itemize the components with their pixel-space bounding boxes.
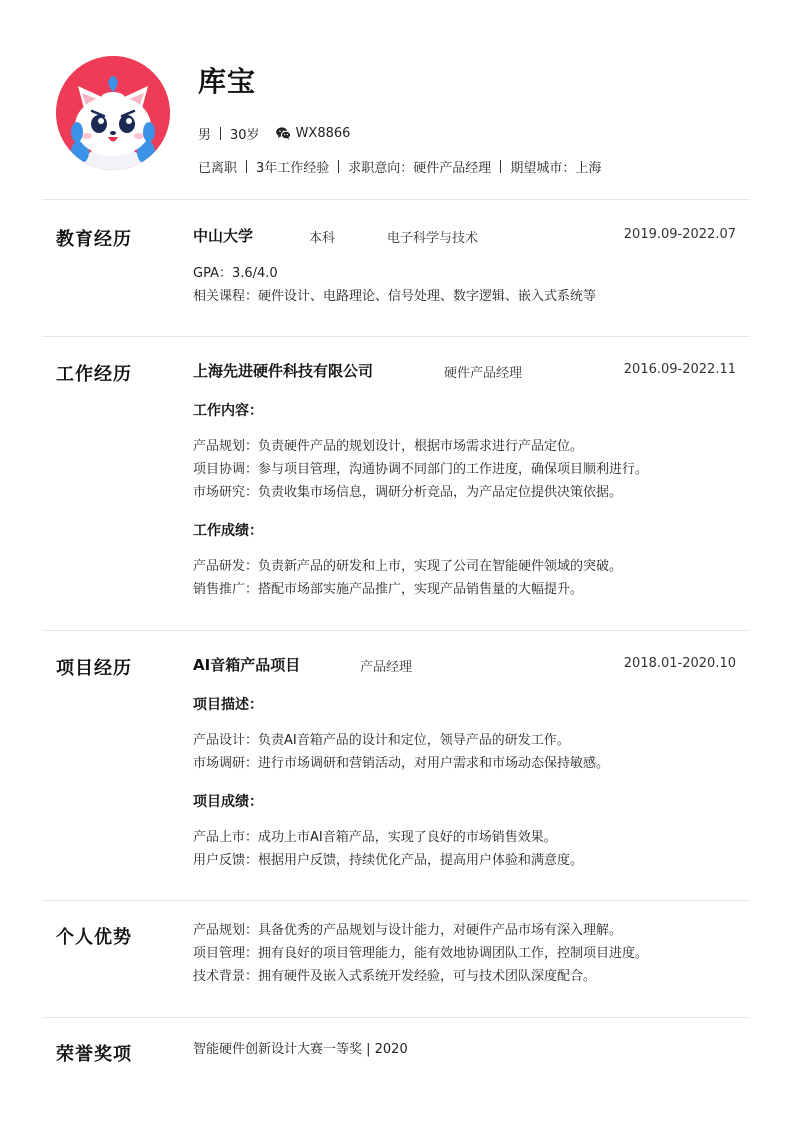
work-content-line: 项目协调：参与项目管理，沟通协调不同部门的工作进度，确保项目顺利进行。 — [193, 462, 649, 477]
work-body — [193, 360, 736, 601]
job-info-row — [198, 157, 601, 176]
subsection-title: 项目成绩： — [193, 794, 263, 810]
divider — [42, 199, 750, 200]
section-title: 个人优势 — [56, 927, 132, 948]
section-title: 荣誉奖项 — [56, 1044, 132, 1065]
project-name: AI音箱产品项目 — [193, 656, 301, 674]
education-line: GPA：3.6/4.0 — [193, 266, 278, 281]
section-title: 工作经历 — [56, 364, 132, 385]
section-title: 项目经历 — [56, 658, 132, 679]
divider — [42, 336, 750, 337]
project-body — [193, 654, 736, 872]
work-date: 2016.09-2022.11 — [623, 362, 736, 377]
strengths-body — [193, 919, 736, 988]
project-role: 产品经理 — [360, 660, 413, 675]
project-desc-line: 市场调研：进行市场调研和营销活动，对用户需求和市场动态保持敏感。 — [193, 756, 610, 771]
basic-info-row — [198, 124, 350, 143]
work-content-line: 市场研究：负责收集市场信息，调研分析竞品，为产品定位提供决策依据。 — [193, 485, 623, 500]
section-title: 教育经历 — [56, 229, 132, 250]
project-date: 2018.01-2020.10 — [623, 656, 736, 671]
subsection-title: 项目描述： — [193, 697, 263, 713]
honor-line: 智能硬件创新设计大赛一等奖 | 2020 — [193, 1042, 408, 1057]
company-name: 上海先进硬件科技有限公司 — [193, 362, 374, 380]
school-name: 中山大学 — [193, 227, 254, 245]
gender: 男 — [198, 128, 212, 143]
expected-city: 期望城市：上海 — [510, 161, 602, 176]
age: 30岁 — [230, 128, 260, 143]
wechat-contact — [276, 126, 351, 141]
education-body — [193, 225, 736, 308]
candidate-name: 库宝 — [198, 65, 257, 98]
subsection-title: 工作成绩： — [193, 523, 263, 539]
divider — [42, 630, 750, 631]
divider — [42, 900, 750, 901]
separator — [246, 160, 247, 173]
divider — [42, 1017, 750, 1018]
cat-mascot-avatar — [56, 56, 170, 170]
resume-header — [56, 56, 736, 186]
job-intention: 求职意向：硬件产品经理 — [348, 161, 492, 176]
work-result-line: 产品研发：负责新产品的研发和上市，实现了公司在智能硬件领域的突破。 — [193, 559, 623, 574]
education-date: 2019.09-2022.07 — [623, 227, 736, 242]
separator — [338, 160, 339, 173]
strength-line: 技术背景：拥有硬件及嵌入式系统开发经验，可与技术团队深度配合。 — [193, 969, 597, 984]
education-line: 相关课程：硬件设计、电路理论、信号处理、数字逻辑、嵌入式系统等 — [193, 289, 597, 304]
job-position: 硬件产品经理 — [444, 366, 523, 381]
degree: 本科 — [309, 231, 336, 246]
wechat-icon — [276, 127, 291, 140]
work-content-line: 产品规划：负责硬件产品的规划设计，根据市场需求进行产品定位。 — [193, 439, 584, 454]
wechat-id: WX8866 — [295, 126, 351, 141]
separator — [220, 127, 221, 140]
subsection-title: 工作内容： — [193, 403, 263, 419]
major: 电子科学与技术 — [387, 231, 479, 246]
separator — [500, 160, 501, 173]
avatar — [56, 56, 170, 170]
project-result-line: 用户反馈：根据用户反馈，持续优化产品，提高用户体验和满意度。 — [193, 853, 584, 868]
project-desc-line: 产品设计：负责AI音箱产品的设计和定位，领导产品的研发工作。 — [193, 733, 570, 748]
work-result-line: 销售推广：搭配市场部实施产品推广，实现产品销售量的大幅提升。 — [193, 582, 584, 597]
work-experience: 3年工作经验 — [256, 161, 330, 176]
project-result-line: 产品上市：成功上市AI音箱产品，实现了良好的市场销售效果。 — [193, 830, 557, 845]
employment-status: 已离职 — [198, 161, 238, 176]
strength-line: 项目管理：拥有良好的项目管理能力，能有效地协调团队工作，控制项目进度。 — [193, 946, 649, 961]
strength-line: 产品规划：具备优秀的产品规划与设计能力，对硬件产品市场有深入理解。 — [193, 923, 623, 938]
honors-body — [193, 1038, 736, 1061]
